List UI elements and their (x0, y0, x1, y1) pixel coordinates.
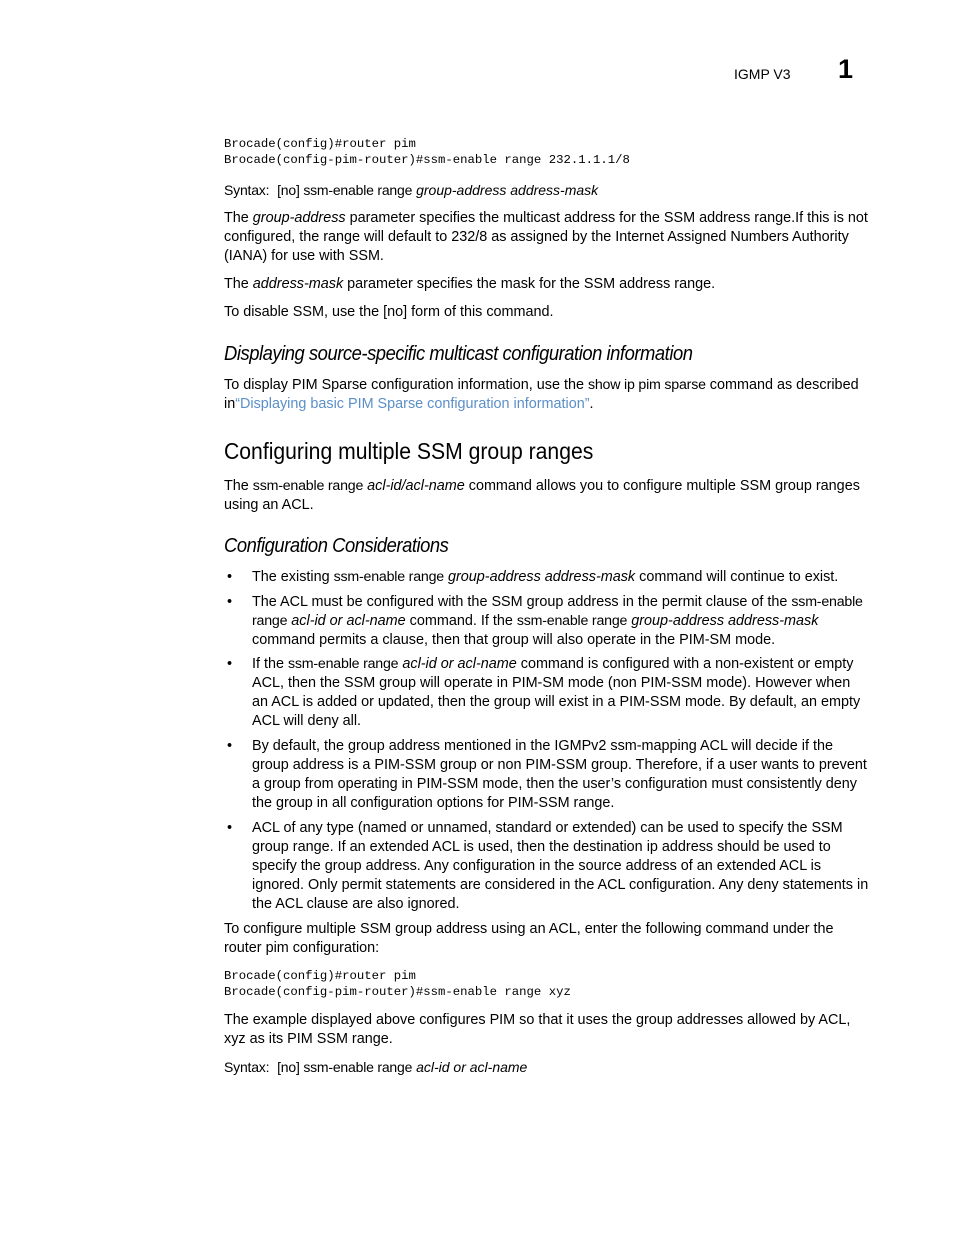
code-line: Brocade(config)#router pim (224, 137, 416, 151)
considerations-list (224, 568, 870, 914)
section-heading-displaying-ssm: Displaying source-specific multicast configuration information (224, 343, 693, 365)
list-item: • By default, the group address mentioned in the IGMPv2 ssm-mapping ACL will decide if the group address is a PIM-SSM group or non PIM-SSM group. Therefore, if a user wants to prevent a group from operating in PIM-SSM mode, then the user’s configuration must consistently deny the group in all configuration options for PIM-SSM range. (224, 737, 870, 813)
chapter-number: 1 (838, 54, 854, 84)
paragraph: The address-mask parameter specifies the mask for the SSM address range. (224, 276, 716, 292)
paragraph: To display PIM Sparse configuration information, use the show ip pim sparse command as described in“Displaying basic PIM Sparse configuration information”. (224, 377, 859, 412)
list-item: • The ACL must be configured with the SSM group address in the permit clause of the ssm-enable range acl-id or acl-name command. If the ssm-enable range group-address address-mask command permits a clause, then that group will also operate in the PIM-SM mode. (224, 593, 870, 650)
code-line: Brocade(config)#router pim (224, 969, 416, 983)
syntax-line-2: Syntax: [no] ssm-enable range acl-id or acl-name (224, 1059, 528, 1075)
list-item: • ACL of any type (named or unnamed, standard or extended) can be used to specify the SSM group range. If an extended ACL is used, then the destination ip address should be used to specify the group address. Any configuration in the source address of an extended ACL is ignored. Only permit statements are considered in the ACL configuration. Any deny statements in the ACL clause are also ignored. (224, 819, 870, 914)
code-example-2 (224, 968, 870, 1000)
cross-reference-link[interactable]: “Displaying basic PIM Sparse configuration information” (235, 396, 590, 412)
syntax-line-1: Syntax: [no] ssm-enable range group-address address-mask (224, 182, 599, 198)
paragraph: The group-address parameter specifies the multicast address for the SSM address range.If this is not configured, the range will default to 232/8 as assigned by the Internet Assigned Numbers Authority (IANA) for use with SSM. (224, 210, 868, 264)
paragraph: To disable SSM, use the [no] form of this command. (224, 304, 554, 320)
code-example-1 (224, 136, 870, 168)
list-item: • If the ssm-enable range acl-id or acl-name command is configured with a non-existent or empty ACL, then the SSM group will operate in PIM-SM mode (non PIM-SSM mode). However when an ACL is added or updated, then the group will exist in a PIM-SSM mode. By default, an empty ACL will deny all. (224, 655, 870, 731)
running-header-title: IGMP V3 (734, 66, 791, 82)
section-heading-considerations: Configuration Considerations (224, 535, 449, 557)
paragraph: The example displayed above configures PIM so that it uses the group addresses allowed by ACL, xyz as its PIM SSM range. (224, 1012, 851, 1047)
paragraph: To configure multiple SSM group address using an ACL, enter the following command under the router pim configuration: (224, 921, 834, 956)
list-item: • The existing ssm-enable range group-address address-mask command will continue to exist. (224, 568, 870, 587)
code-line: Brocade(config-pim-router)#ssm-enable range xyz (224, 985, 571, 999)
code-line: Brocade(config-pim-router)#ssm-enable range 232.1.1.1/8 (224, 153, 630, 167)
page-content (224, 136, 870, 1077)
section-heading-multiple-ssm: Configuring multiple SSM group ranges (224, 438, 594, 464)
paragraph: The ssm-enable range acl-id/acl-name command allows you to configure multiple SSM group ranges using an ACL. (224, 478, 860, 513)
